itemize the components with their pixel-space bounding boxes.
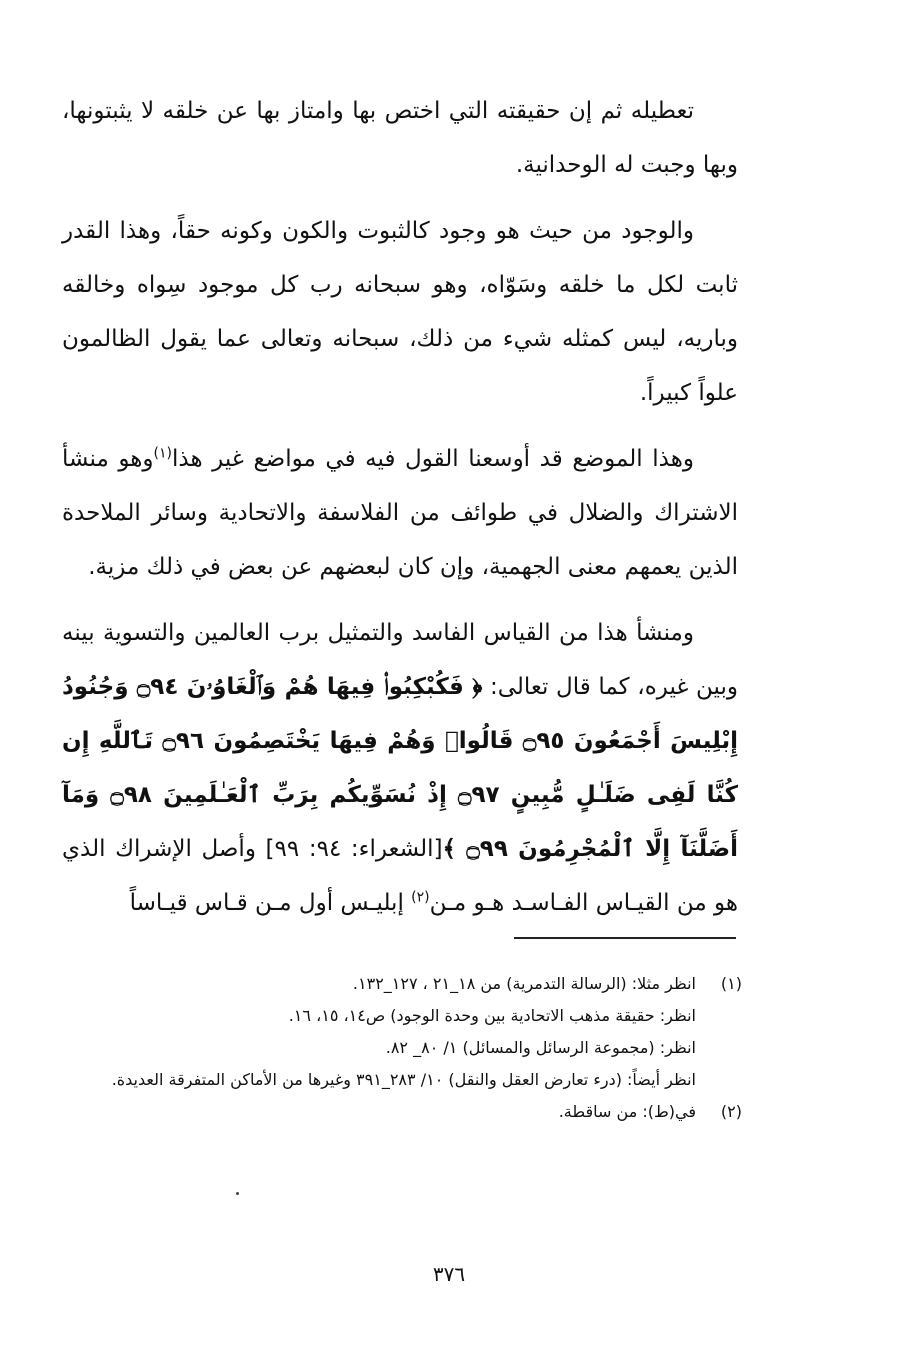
footnote-text: انظر أيضاً: (درء تعارض العقل والنقل) ١٠/ ٢٨٣_٣٩١ وغيرها من الأماكن المتفرقة العديدة. xyxy=(111,1070,696,1089)
paragraph-3-start: وهذا الموضع قد أوسعنا القول فيه في مواضع غير هذا xyxy=(171,446,694,472)
footnote-item xyxy=(62,1032,742,1064)
footnote-number xyxy=(696,1000,742,1032)
verse-citation: [الشعراء: ٩٤: ٩٩] xyxy=(265,836,443,862)
footnote-ref-1[interactable]: (١) xyxy=(153,445,172,462)
footnote-text: انظر: حقيقة مذهب الاتحادية بين وحدة الوجود) ص١٤، ١٥، ١٦. xyxy=(288,1006,696,1025)
page-number: ٣٧٦ xyxy=(432,1262,466,1286)
footnote-text: في(ط): من ساقطة. xyxy=(558,1102,696,1121)
paragraph-1: تعطيله ثم إن حقيقته التي اختص بها وامتاز بها عن خلقه لا يثبتونها، وبها وجبت له الوحدانية. xyxy=(62,98,738,178)
footnote-item xyxy=(62,1096,742,1128)
footnote-number xyxy=(696,1032,742,1064)
quran-verse: ﴿ فَكُبْكِبُوا۟ فِيهَا هُمْ وَٱلْغَاوُۥنَ ۝٩٤ وَجُنُودُ إِبْلِيسَ أَجْمَعُونَ ۝٩٥ قَالُوا۟ وَهُمْ فِيهَا يَخْتَصِمُونَ ۝٩٦ تَٱللَّهِ إِن كُنَّا لَفِى ضَلَـٰلٍ مُّبِينٍ ۝٩٧ إِذْ نُسَوِّيكُم بِرَبِّ ٱلْعَـٰلَمِينَ ۝٩٨ وَمَآ أَضَلَّنَآ إِلَّا ٱلْمُجْرِمُونَ ۝٩٩ ﴾ xyxy=(62,674,739,862)
footnote-number: (١) xyxy=(720,974,742,993)
footnote-item xyxy=(62,1000,742,1032)
footnote-text: انظر: (مجموعة الرسائل والمسائل) ١/ ٨٠_ ٨٢. xyxy=(385,1038,696,1057)
footnote-number: (٢) xyxy=(720,1102,742,1121)
paragraph-4 xyxy=(62,606,738,930)
paragraph-4-rest-b: إبليـس أول مـن قـاس قيـاساً xyxy=(129,890,412,916)
footnote-item xyxy=(62,968,742,1000)
footnotes xyxy=(62,968,742,1128)
main-text xyxy=(62,84,738,942)
footnote-number xyxy=(696,1064,742,1096)
paragraph-4-rest-a: وأصل الإشراك الذي هو من القيـاس الفـاسـد هـو مـن xyxy=(62,836,738,916)
footnote-item xyxy=(62,1064,742,1096)
paragraph-4-start: ومنشأ هذا من القياس الفاسد والتمثيل برب العالمين والتسوية بينه وبين غيره، كما قال تعالى: xyxy=(62,620,739,700)
footnote-ref-2[interactable]: (٢) xyxy=(411,889,430,906)
paragraph-3 xyxy=(62,432,738,594)
footnote-divider xyxy=(514,937,736,939)
footnote-text: انظر مثلا: (الرسالة التدمرية) من ١٨_٢١ ، ١٢٧_١٣٢. xyxy=(352,974,696,993)
print-speck xyxy=(236,1192,239,1195)
paragraph-2: والوجود من حيث هو وجود كالثبوت والكون وكونه حقاً، وهذا القدر ثابت لكل ما خلقه وسَوّاه، وهو سبحانه رب كل موجود سِواه وخالقه وباريه، ليس كمثله شيء من ذلك، سبحانه وتعالى عما يقول الظالمون علواً كبيراً. xyxy=(62,218,738,406)
paragraph-3-rest: وهو منشأ الاشتراك والضلال في طوائف من الفلاسفة والاتحادية وسائر الملاحدة الذين يعمهم معنى الجهمية، وإن كان لبعضهم عن بعض في ذلك مزية. xyxy=(62,446,738,580)
